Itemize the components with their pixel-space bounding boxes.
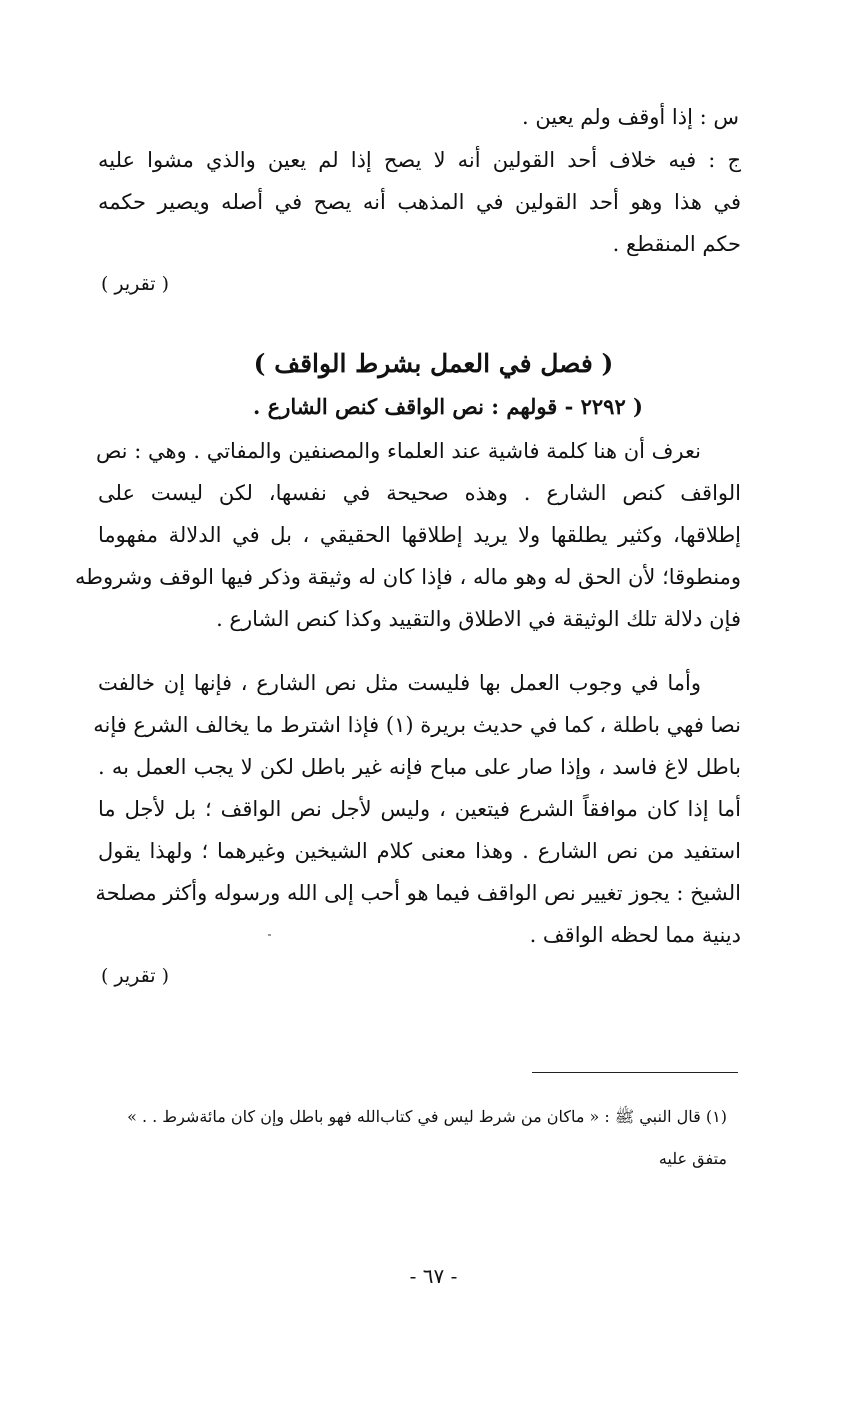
footnote-line-2: متفق عليه (658, 1149, 727, 1168)
paragraph-2-line: دينية مما لحظه الواقف . (529, 923, 741, 947)
paragraph-2-line: باطل لاغ فاسد ، وإذا صار على مباح فإنه غير باطل لكن لا يجب العمل به . (98, 755, 741, 779)
paragraph-2-line: الشيخ : يجوز تغيير نص الواقف فيما هو أحب إلى الله ورسوله وأكثر مصلحة (95, 881, 741, 905)
entry-subheading: ( ٢٢٩٢ - قولهم : نص الواقف كنص الشارع . (253, 394, 643, 419)
answer-line-1: ج : فيه خلاف أحد القولين أنه لا يصح إذا لم يعين والذي مشوا عليه (98, 148, 741, 172)
paragraph-2-line: استفيد من نص الشارع . وهذا معنى كلام الشيخين وغيرهما ؛ ولهذا يقول (98, 839, 741, 863)
taqrir-label: ( تقرير ) (100, 273, 169, 295)
footnote-divider (532, 1072, 738, 1073)
paragraph-1-line: الواقف كنص الشارع . وهذه صحيحة في نفسها، لكن ليست على (98, 481, 741, 505)
paragraph-2-line: نصا فهي باطلة ، كما في حديث بريرة (١) فإذا اشترط ما يخالف الشرع فإنه (93, 713, 741, 737)
paragraph-2-line: وأما في وجوب العمل بها فليست مثل نص الشارع ، فإنها إن خالفت (98, 671, 701, 695)
taqrir-label: ( تقرير ) (100, 965, 169, 987)
section-title: ( فصل في العمل بشرط الواقف ) (253, 349, 614, 378)
footnote-line-1: (١) قال النبي ﷺ : « ماكان من شرط ليس في كتاب‌الله فهو باطل وإن كان مائة‌شرط . . » (127, 1107, 727, 1126)
paragraph-1-line: ومنطوقا؛ لأن الحق له وهو ماله ، فإذا كان له وثيقة وذكر فيها الوقف وشروطه (74, 565, 741, 589)
answer-line-3: حكم المنقطع . (612, 232, 741, 256)
paragraph-2-line: أما إذا كان موافقاً الشرع فيتعين ، وليس لأجل نص الواقف ؛ بل لأجل ما (98, 797, 741, 821)
paragraph-1-line: نعرف أن هنا كلمة فاشية عند العلماء والمصنفين والمفاتي . وهي : نص (95, 439, 701, 463)
question-line: س : إذا أوقف ولم يعين . (521, 105, 739, 129)
paragraph-1-line: إطلاقها، وكثير يطلقها ولا يريد إطلاقها الحقيقي ، بل في الدلالة مفهوما (98, 523, 741, 547)
paragraph-1-line: فإن دلالة تلك الوثيقة في الاطلاق والتقييد وكذا كنص الشارع . (216, 607, 741, 631)
page-number: - ٦٧ - (409, 1264, 458, 1288)
answer-line-2: في هذا وهو أحد القولين في المذهب أنه يصح في أصله ويصير حكمه (98, 190, 741, 214)
scan-speck (268, 934, 271, 936)
